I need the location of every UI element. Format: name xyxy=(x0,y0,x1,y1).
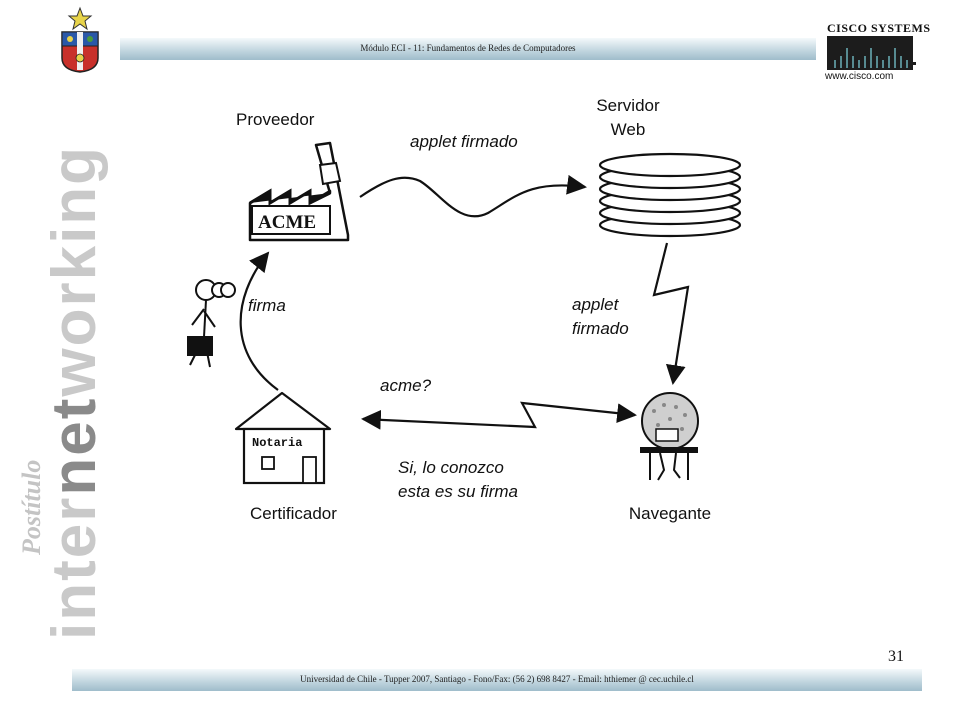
footer-bar xyxy=(72,669,922,691)
module-title: Módulo ECI - 11: Fundamentos de Redes de Computadores xyxy=(360,43,576,53)
header-bar xyxy=(120,38,816,60)
browser-label: Navegante xyxy=(628,504,712,523)
brand-script-word: Postítulo xyxy=(17,459,46,555)
server-label-line2: Web xyxy=(610,120,646,139)
server-icon xyxy=(600,154,740,236)
edge-provider-to-server-label: applet firmado xyxy=(410,132,518,151)
brand-suffix: working xyxy=(40,144,109,397)
certifier-label: Certificador xyxy=(250,504,337,523)
edge-server-to-browser-label-line1: applet xyxy=(572,295,619,314)
provider-label: Proveedor xyxy=(236,110,315,129)
edge-certifier-reply-label-line1: Si, lo conozco xyxy=(398,458,504,477)
browser-user-icon xyxy=(640,393,698,480)
cisco-url: www.cisco.com xyxy=(825,71,894,82)
courier-figure-icon xyxy=(188,280,235,367)
brand-middle: net xyxy=(40,396,109,496)
page-number: 31 xyxy=(888,648,904,665)
server-label-line1: Servidor xyxy=(596,96,660,115)
browser-certifier-arrow xyxy=(363,403,635,427)
provider-to-server-arrow xyxy=(360,178,585,217)
certifier-to-provider-arrow xyxy=(241,253,278,390)
footer-contact: Universidad de Chile - Tupper 2007, Santiago - Fono/Fax: (56 2) 698 8427 - Email: hthiemer @ cec.uchile.cl xyxy=(300,674,694,684)
applet-signing-diagram xyxy=(170,85,760,530)
edge-certifier-reply-label-line2: esta es su firma xyxy=(398,482,518,501)
edge-certifier-to-provider-label: firma xyxy=(248,296,286,315)
side-brand xyxy=(0,0,120,720)
brand-prefix: inter xyxy=(40,495,109,640)
notary-sign: Notaria xyxy=(252,436,303,450)
edge-server-to-browser-label-line2: firmado xyxy=(572,319,629,338)
factory-sign: ACME xyxy=(258,212,317,233)
server-to-browser-arrow xyxy=(654,243,688,383)
svg-text:internetworking xyxy=(40,145,109,640)
cisco-wordmark: CISCO SYSTEMS xyxy=(827,21,931,35)
edge-browser-query-label: acme? xyxy=(380,376,432,395)
